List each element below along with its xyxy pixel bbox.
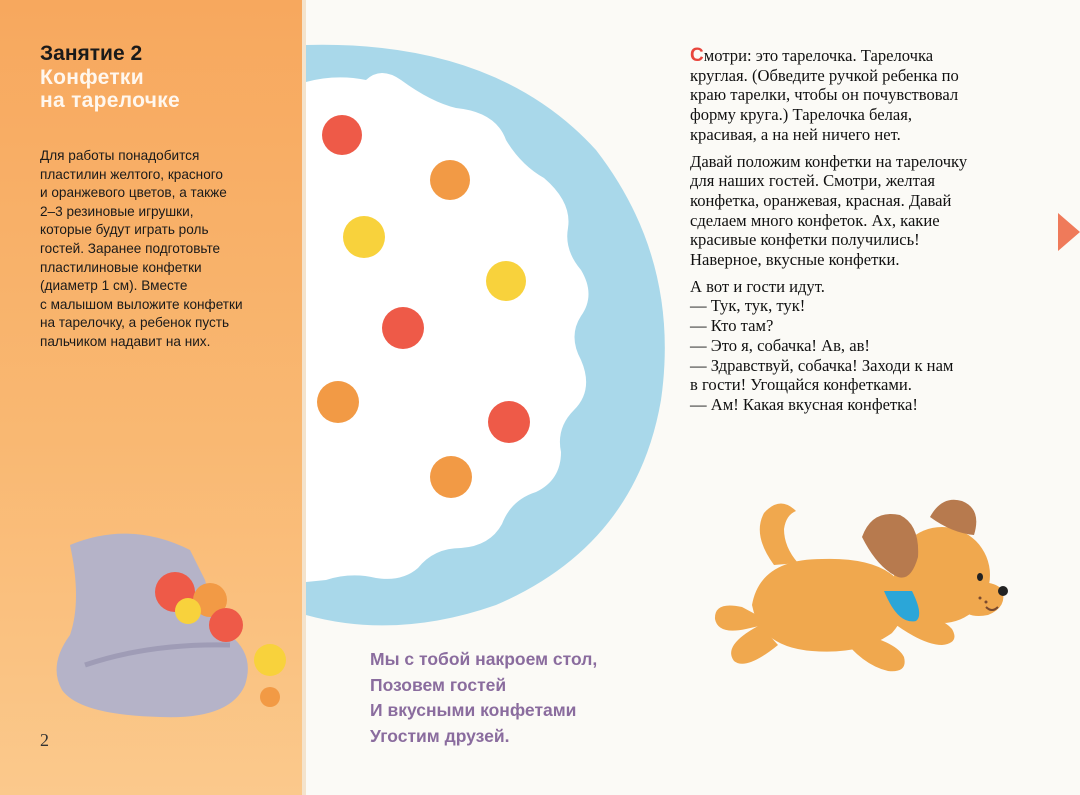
lesson-title-line: на тарелочке bbox=[40, 89, 181, 112]
instructions-line: гостей. Заранее подготовьте bbox=[40, 240, 221, 256]
instructions-line: с малышом выложите конфетки bbox=[40, 296, 243, 312]
candy-orange bbox=[317, 381, 359, 423]
instructions-line: 2–3 резиновые игрушки, bbox=[40, 203, 194, 219]
story-line: краю тарелки, чтобы он почувствовал bbox=[690, 85, 959, 105]
poem-line: Позовем гостей bbox=[370, 674, 507, 695]
puppy-nose bbox=[998, 586, 1008, 596]
instructions-line: которые будут играть роль bbox=[40, 222, 209, 238]
story-line: — Тук, тук, тук! bbox=[690, 296, 806, 316]
story-paragraph bbox=[690, 152, 1070, 270]
puppy-tail bbox=[760, 503, 798, 565]
story-line: в гости! Угощайся конфетками. bbox=[690, 375, 912, 395]
story-paragraph bbox=[690, 46, 1070, 145]
candy-red bbox=[488, 401, 530, 443]
instructions-text bbox=[40, 147, 262, 352]
story-line: Давай положим конфетки на тарелочку bbox=[690, 151, 968, 171]
lesson-title bbox=[40, 66, 290, 112]
lesson-number: Занятие 2 bbox=[40, 42, 143, 65]
candy-red bbox=[322, 115, 362, 155]
poem bbox=[370, 647, 597, 749]
story-line: — Здравствуй, собачка! Заходи к нам bbox=[690, 355, 954, 375]
story-text bbox=[690, 46, 1070, 422]
puppy-cheek-dot bbox=[979, 597, 982, 600]
plate-illustration bbox=[306, 0, 666, 640]
puppy-illustration bbox=[712, 495, 1012, 680]
story-line: красивая, а на ней ничего нет. bbox=[690, 124, 901, 144]
puppy-muzzle bbox=[960, 582, 1003, 616]
poem-line: Угостим друзей. bbox=[370, 725, 510, 746]
story-line bbox=[690, 46, 1070, 66]
bag-candy-orange bbox=[260, 687, 280, 707]
poem-line: И вкусными конфетами bbox=[370, 700, 577, 721]
puppy-body bbox=[752, 559, 905, 652]
story-line: А вот и гости идут. bbox=[690, 276, 825, 296]
story-line: красивые конфетки получились! bbox=[690, 230, 920, 250]
story-line: — Это я, собачка! Ав, ав! bbox=[690, 335, 870, 355]
puppy-eye bbox=[977, 573, 983, 581]
puppy-cheek-dot bbox=[985, 601, 988, 604]
story-line: — Кто там? bbox=[690, 316, 774, 336]
instructions-line: пальчиком надавит на них. bbox=[40, 333, 211, 349]
bag-candy-yellow bbox=[254, 644, 286, 676]
instructions-line: (диаметр 1 см). Вместе bbox=[40, 278, 188, 294]
candy-orange bbox=[430, 160, 470, 200]
candy-red bbox=[382, 307, 424, 349]
lesson-title-line: Конфетки bbox=[40, 66, 144, 89]
bag-candy-yellow bbox=[175, 598, 201, 624]
instructions-line: Для работы понадобится bbox=[40, 148, 200, 163]
story-line: форму круга.) Тарелочка белая, bbox=[690, 105, 913, 125]
instructions-line: пластилиновые конфетки bbox=[40, 259, 202, 275]
story-line-text: мотри: это тарелочка. Тарелочка bbox=[703, 46, 934, 65]
bag-candy-red bbox=[209, 608, 243, 642]
candy-orange bbox=[430, 456, 472, 498]
story-line: — Ам! Какая вкусная конфетка! bbox=[690, 394, 918, 414]
poem-line: Мы с тобой накроем стол, bbox=[370, 649, 598, 669]
instructions-line: пластилин желтого, красного bbox=[40, 166, 223, 182]
story-line: сделаем много конфеток. Ах, какие bbox=[690, 210, 940, 230]
candy-yellow bbox=[486, 261, 526, 301]
candy-bag-illustration bbox=[40, 525, 300, 725]
instructions-line: на тарелочку, а ребенок пусть bbox=[40, 315, 230, 331]
puppy-front-leg bbox=[840, 635, 905, 671]
story-line: конфетка, оранжевая, красная. Давай bbox=[690, 190, 952, 210]
story-paragraph bbox=[690, 277, 1070, 415]
candy-yellow bbox=[343, 216, 385, 258]
drop-cap: С bbox=[690, 45, 704, 66]
story-line: для наших гостей. Смотри, желтая bbox=[690, 171, 936, 191]
next-page-arrow-icon[interactable] bbox=[1058, 213, 1080, 251]
story-line: круглая. (Обведите ручкой ребенка по bbox=[690, 65, 959, 85]
story-line: Наверное, вкусные конфетки. bbox=[690, 250, 900, 270]
page-number: 2 bbox=[40, 730, 49, 750]
instructions-line: и оранжевого цветов, а также bbox=[40, 185, 227, 201]
